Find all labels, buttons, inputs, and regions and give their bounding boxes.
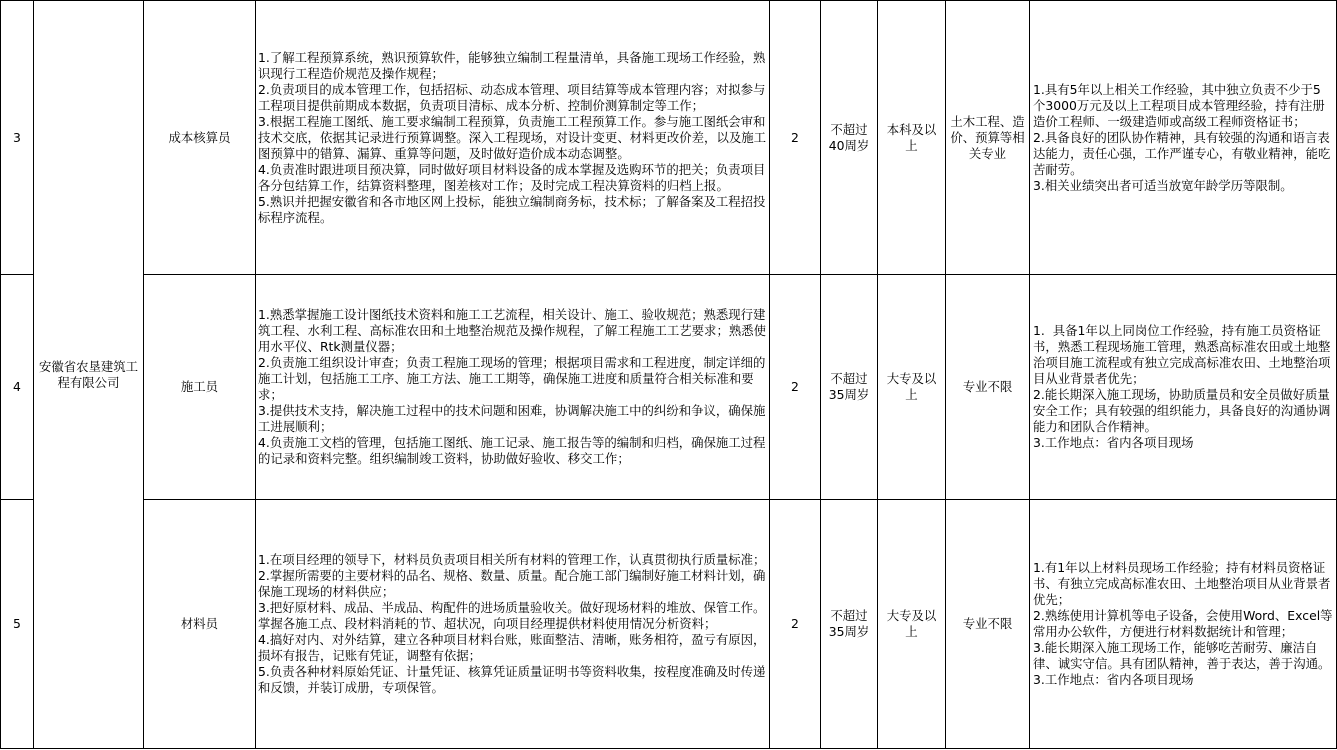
age-limit: 不超过35周岁 bbox=[821, 500, 878, 749]
position-name: 施工员 bbox=[144, 275, 256, 500]
age-limit: 不超过40周岁 bbox=[821, 1, 878, 275]
major-requirement: 土木工程、造价、预算等相关专业 bbox=[946, 1, 1030, 275]
position-name: 成本核算员 bbox=[144, 1, 256, 275]
education-requirement: 大专及以上 bbox=[878, 275, 946, 500]
position-name: 材料员 bbox=[144, 500, 256, 749]
job-requirements: 1.有1年以上材料员现场工作经验；持有材料员资格证书、有独立完成高标准农田、土地整治项目从业背景者优先； 2.熟练使用计算机等电子设备，会使用Word、Excel等常用办公软件，方便进行材料数据统计和管理； 3.能长期深入施工现场工作，能够吃苦耐劳、廉洁自律、诚实守信。具有团队精神，善于表达，善于沟通。 3.工作地点：省内各项目现场 bbox=[1030, 500, 1337, 749]
company-name: 安徽省农垦建筑工程有限公司 bbox=[34, 1, 144, 749]
row-number: 4 bbox=[1, 275, 34, 500]
age-limit: 不超过35周岁 bbox=[821, 275, 878, 500]
row-number: 3 bbox=[1, 1, 34, 275]
major-requirement: 专业不限 bbox=[946, 275, 1030, 500]
table-row bbox=[1, 1, 1337, 275]
job-requirements: 1.具有5年以上相关工作经验，其中独立负责不少于5个3000万元及以上工程项目成本管理经验，持有注册造价工程师、一级建造师或高级工程师资格证书； 2.具备良好的团队协作精神，具有较强的沟通和语言表达能力，责任心强，工作严谨专心，有敬业精神，能吃苦耐劳。 3.相关业绩突出者可适当放宽年龄学历等限制。 bbox=[1030, 1, 1337, 275]
job-duties: 1.在项目经理的领导下，材料员负责项目相关所有材料的管理工作，认真贯彻执行质量标准； 2.掌握所需要的主要材料的品名、规格、数量、质量。配合施工部门编制好施工材料计划，确保施工现场的材料供应； 3.把好原材料、成品、半成品、构配件的进场质量验收关。做好现场材料的堆放、保管工作。掌握各施工点、段材料消耗的节、超状况，向项目经理提供材料使用情况分析资料； 4.搞好对内、对外结算，建立各种项目材料台账，账面整洁、清晰，账务相符，盈亏有原因，损坏有报告，记账有凭证，调整有依据； 5.负责各种材料原始凭证、计量凭证、核算凭证质量证明书等资料收集，按程度准确及时传递和反馈，并装订成册，专项保管。 bbox=[256, 500, 770, 749]
row-number: 5 bbox=[1, 500, 34, 749]
job-duties: 1.熟悉掌握施工设计图纸技术资料和施工工艺流程，相关设计、施工、验收规范；熟悉现行建筑工程、水利工程、高标准农田和土地整治规范及操作规程，了解工程施工工艺要求；熟悉使用水平仪、Rtk测量仪器； 2.负责施工组织设计审查；负责工程施工现场的管理；根据项目需求和工程进度，制定详细的施工计划，包括施工工序、施工方法、施工工期等，确保施工进度和质量符合相关标准和要求； 3.提供技术支持，解决施工过程中的技术问题和困难，协调解决施工中的纠纷和争议，确保施工进展顺利； 4.负责施工文档的管理，包括施工图纸、施工记录、施工报告等的编制和归档，确保施工过程的记录和资料完整。组织编制竣工资料，协助做好验收、移交工作； bbox=[256, 275, 770, 500]
major-requirement: 专业不限 bbox=[946, 500, 1030, 749]
job-requirements: 1. 具备1年以上同岗位工作经验，持有施工员资格证书，熟悉工程现场施工管理，熟悉高标准农田或土地整治项目施工流程或有独立完成高标准农田、土地整治项目从业背景者优先； 2.能长期深入施工现场，协助质量员和安全员做好质量安全工作；具有较强的组织能力，具备良好的沟通协调能力和团队合作精神。 3.工作地点：省内各项目现场 bbox=[1030, 275, 1337, 500]
education-requirement: 本科及以上 bbox=[878, 1, 946, 275]
table-row bbox=[1, 500, 1337, 749]
headcount: 2 bbox=[770, 1, 821, 275]
education-requirement: 大专及以上 bbox=[878, 500, 946, 749]
headcount: 2 bbox=[770, 500, 821, 749]
table-row bbox=[1, 275, 1337, 500]
headcount: 2 bbox=[770, 275, 821, 500]
job-duties: 1.了解工程预算系统，熟识预算软件，能够独立编制工程量清单，具备施工现场工作经验，熟识现行工程造价规范及操作规程； 2.负责项目的成本管理工作，包括招标、动态成本管理、项目结算等成本管理内容；对拟参与工程项目提供前期成本数据，负责项目清标、成本分析、控制价测算制定等工作； 3.根据工程施工图纸、施工要求编制工程预算，负责施工工程预算工作。参与施工图纸会审和技术交底，依据其记录进行预算调整。深入工程现场，对设计变更、材料更改价差，以及施工图预算中的错算、漏算、重算等问题，及时做好造价成本动态调整。 4.负责准时跟进项目预决算，同时做好项目材料设备的成本掌握及选购环节的把关；负责项目各分包结算工作，结算资料整理，图差核对工作；及时完成工程决算资料的归档上报。 5.熟识并把握安徽省和各市地区网上投标，能独立编制商务标，技术标；了解备案及工程招投标程序流程。 bbox=[256, 1, 770, 275]
